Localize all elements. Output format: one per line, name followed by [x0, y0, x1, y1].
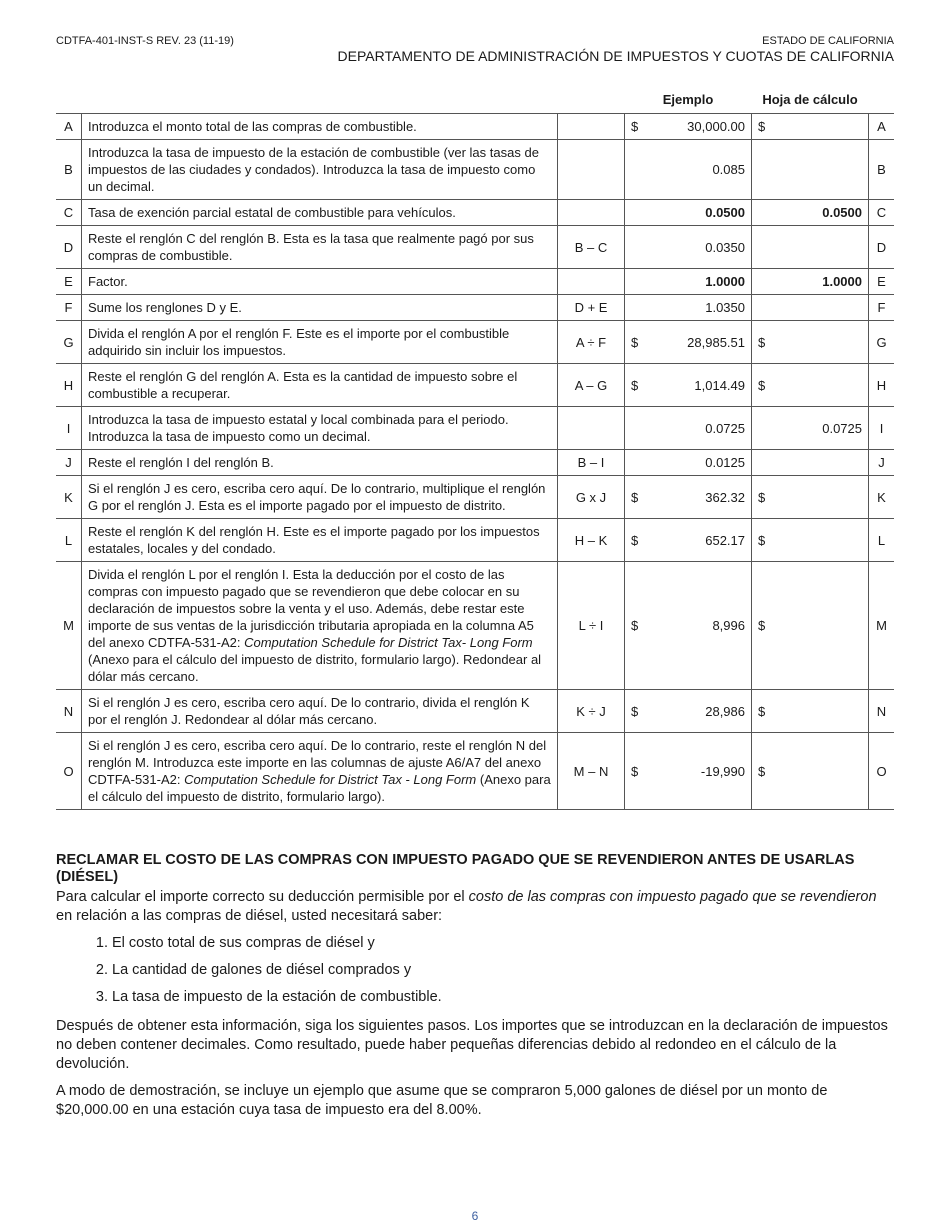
row-formula: H – K — [558, 519, 625, 562]
row-formula — [558, 114, 625, 140]
row-letter: C — [56, 200, 82, 226]
worksheet-currency: $ — [752, 476, 779, 519]
row-description: Divida el renglón L por el renglón I. Esta la deducción por el costo de las compras con impuesto pagado que se revendieron que debe colocar en su declaración de impuestos sobre la venta y el uso. Además, debe restar este importe de sus ventas de la jurisdicción tributaria apropiada en la columna A5 del anexo CDTFA-531-A2: Computation Schedule for District Tax- Long Form (Anexo para el cálculo del impuesto de distrito, formulario largo). Redondear al dólar más cercano. — [82, 562, 558, 690]
list-item: 3. La tasa de impuesto de la estación de combustible. — [112, 988, 894, 1007]
row-letter: L — [56, 519, 82, 562]
example-value: 28,986 — [651, 690, 752, 733]
row-description: Si el renglón J es cero, escriba cero aquí. De lo contrario, reste el renglón N del renglón M. Introduzca este importe en las columnas de ajuste A6/A7 del anexo CDTFA-531-A2: Computation Schedule for District Tax - Long Form (Anexo para el cálculo del impuesto de distrito, formulario largo). — [82, 733, 558, 810]
worksheet-currency — [752, 407, 779, 450]
row-letter-right: L — [869, 519, 895, 562]
row-formula: K ÷ J — [558, 690, 625, 733]
worksheet-currency — [752, 269, 779, 295]
example-value: 0.0500 — [651, 200, 752, 226]
table-row — [56, 269, 894, 295]
example-currency: $ — [625, 562, 652, 690]
example-value: -19,990 — [651, 733, 752, 810]
row-letter-right: G — [869, 321, 895, 364]
row-formula: A – G — [558, 364, 625, 407]
worksheet-value — [778, 519, 869, 562]
row-formula — [558, 269, 625, 295]
worksheet-value — [778, 140, 869, 200]
table-row — [56, 295, 894, 321]
section-paragraph-example: A modo de demostración, se incluye un ejemplo que asume que se compraron 5,000 galones de diésel por un monto de $20,000.00 en una estación cuya tasa de impuesto era del 8.00%. — [56, 1083, 828, 1118]
row-formula: L ÷ I — [558, 562, 625, 690]
example-value: 1.0000 — [651, 269, 752, 295]
example-currency: $ — [625, 476, 652, 519]
row-description: Introduzca la tasa de impuesto de la estación de combustible (ver las tasas de impuestos de las ciudades y condados). Introduzca la tasa de impuesto como un decimal. — [82, 140, 558, 200]
table-row — [56, 407, 894, 450]
example-currency: $ — [625, 364, 652, 407]
row-letter: A — [56, 114, 82, 140]
example-value: 652.17 — [651, 519, 752, 562]
example-currency: $ — [625, 321, 652, 364]
worksheet-currency — [752, 226, 779, 269]
worksheet-value — [778, 476, 869, 519]
row-description: Introduzca el monto total de las compras de combustible. — [82, 114, 558, 140]
col-worksheet-header: Hoja de cálculo — [762, 92, 858, 107]
example-value: 30,000.00 — [651, 114, 752, 140]
row-letter: E — [56, 269, 82, 295]
table-row — [56, 114, 894, 140]
form-id: CDTFA-401-INST-S REV. 23 (11-19) — [56, 35, 234, 47]
department-name: DEPARTAMENTO DE ADMINISTRACIÓN DE IMPUESTOS Y CUOTAS DE CALIFORNIA — [337, 48, 894, 64]
row-letter: I — [56, 407, 82, 450]
row-letter-right: C — [869, 200, 895, 226]
row-letter-right: N — [869, 690, 895, 733]
row-letter-right: A — [869, 114, 895, 140]
worksheet-value — [778, 450, 869, 476]
table-row — [56, 450, 894, 476]
row-formula — [558, 140, 625, 200]
example-currency: $ — [625, 519, 652, 562]
example-value: 0.085 — [651, 140, 752, 200]
row-letter: J — [56, 450, 82, 476]
row-letter-right: M — [869, 562, 895, 690]
row-letter: H — [56, 364, 82, 407]
row-formula: D + E — [558, 295, 625, 321]
worksheet-currency: $ — [752, 519, 779, 562]
example-currency: $ — [625, 114, 652, 140]
worksheet-currency — [752, 140, 779, 200]
row-description: Tasa de exención parcial estatal de combustible para vehículos. — [82, 200, 558, 226]
table-row — [56, 200, 894, 226]
diesel-section — [56, 852, 894, 1128]
row-formula: A ÷ F — [558, 321, 625, 364]
row-letter: F — [56, 295, 82, 321]
example-value: 1,014.49 — [651, 364, 752, 407]
row-formula — [558, 407, 625, 450]
table-row — [56, 140, 894, 200]
requirements-list — [56, 934, 894, 1007]
table-row — [56, 562, 894, 690]
worksheet-value: 0.0500 — [778, 200, 869, 226]
example-currency — [625, 200, 652, 226]
table-row — [56, 476, 894, 519]
worksheet-currency: $ — [752, 733, 779, 810]
worksheet-value — [778, 562, 869, 690]
row-description: Reste el renglón K del renglón H. Este es el importe pagado por los impuestos estatales, locales y del condado. — [82, 519, 558, 562]
worksheet-currency — [752, 200, 779, 226]
list-item: 2. La cantidad de galones de diésel comprados y — [112, 961, 894, 980]
row-description: Reste el renglón G del renglón A. Esta es la cantidad de impuesto sobre el combustible a recuperar. — [82, 364, 558, 407]
row-formula: M – N — [558, 733, 625, 810]
example-currency — [625, 226, 652, 269]
table-row — [56, 321, 894, 364]
worksheet-currency — [752, 295, 779, 321]
worksheet-value: 1.0000 — [778, 269, 869, 295]
row-formula: B – I — [558, 450, 625, 476]
row-formula — [558, 200, 625, 226]
worksheet-value — [778, 114, 869, 140]
worksheet-value: 0.0725 — [778, 407, 869, 450]
row-description: Reste el renglón C del renglón B. Esta es la tasa que realmente pagó por sus compras de combustible. — [82, 226, 558, 269]
example-currency — [625, 269, 652, 295]
worksheet-value — [778, 226, 869, 269]
row-letter: K — [56, 476, 82, 519]
worksheet-currency: $ — [752, 114, 779, 140]
table-row — [56, 519, 894, 562]
row-letter: D — [56, 226, 82, 269]
row-letter-right: H — [869, 364, 895, 407]
row-letter-right: F — [869, 295, 895, 321]
row-description: Factor. — [82, 269, 558, 295]
row-letter-right: I — [869, 407, 895, 450]
example-value: 0.0350 — [651, 226, 752, 269]
table-row — [56, 364, 894, 407]
row-letter: M — [56, 562, 82, 690]
row-description: Si el renglón J es cero, escriba cero aquí. De lo contrario, multiplique el renglón G por el renglón J. Esta es el importe pagado por el impuesto de distrito. — [82, 476, 558, 519]
row-letter-right: E — [869, 269, 895, 295]
row-letter-right: O — [869, 733, 895, 810]
worksheet-value — [778, 364, 869, 407]
example-currency: $ — [625, 690, 652, 733]
row-description: Reste el renglón I del renglón B. — [82, 450, 558, 476]
row-letter: B — [56, 140, 82, 200]
example-currency — [625, 140, 652, 200]
example-value: 0.0725 — [651, 407, 752, 450]
row-formula: G x J — [558, 476, 625, 519]
example-value: 8,996 — [651, 562, 752, 690]
worksheet-currency: $ — [752, 364, 779, 407]
table-row — [56, 733, 894, 810]
table-row — [56, 226, 894, 269]
worksheet-currency — [752, 450, 779, 476]
table-row — [56, 690, 894, 733]
example-value: 28,985.51 — [651, 321, 752, 364]
col-example-header: Ejemplo — [662, 92, 714, 107]
section-heading: RECLAMAR EL COSTO DE LAS COMPRAS CON IMPUESTO PAGADO QUE SE REVENDIERON ANTES DE USARLAS (DIÉSEL) — [56, 852, 855, 885]
row-letter: G — [56, 321, 82, 364]
example-currency — [625, 407, 652, 450]
row-letter: N — [56, 690, 82, 733]
worksheet-currency: $ — [752, 321, 779, 364]
example-value: 0.0125 — [651, 450, 752, 476]
example-currency — [625, 450, 652, 476]
worksheet-value — [778, 690, 869, 733]
row-letter-right: D — [869, 226, 895, 269]
row-description: Divida el renglón A por el renglón F. Este es el importe por el combustible adquirido sin incluir los impuestos. — [82, 321, 558, 364]
example-currency — [625, 295, 652, 321]
worksheet-currency: $ — [752, 562, 779, 690]
row-formula: B – C — [558, 226, 625, 269]
row-description: Si el renglón J es cero, escriba cero aquí. De lo contrario, divida el renglón K por el renglón J. Redondear al dólar más cercano. — [82, 690, 558, 733]
section-intro: Para calcular el importe correcto su deducción permisible por el costo de las compras con impuesto pagado que se revendieron en relación a las compras de diésel, usted necesitará saber: — [56, 889, 877, 924]
worksheet-value — [778, 733, 869, 810]
example-value: 362.32 — [651, 476, 752, 519]
row-letter: O — [56, 733, 82, 810]
example-currency: $ — [625, 733, 652, 810]
worksheet-table — [56, 88, 894, 810]
worksheet-value — [778, 321, 869, 364]
section-paragraph-steps: Después de obtener esta información, siga los siguientes pasos. Los importes que se introduzcan en la declaración de impuestos no deben contener decimales. Como resultado, puede haber pequeñas diferencias debido al redondeo en el cálculo de la devolución. — [56, 1018, 888, 1072]
page-number: 6 — [471, 1209, 479, 1223]
state-name: ESTADO DE CALIFORNIA — [762, 35, 894, 47]
row-letter-right: K — [869, 476, 895, 519]
row-description: Sume los renglones D y E. — [82, 295, 558, 321]
worksheet-value — [778, 295, 869, 321]
row-letter-right: J — [869, 450, 895, 476]
row-letter-right: B — [869, 140, 895, 200]
table-header-row — [56, 88, 894, 114]
row-description: Introduzca la tasa de impuesto estatal y local combinada para el periodo. Introduzca la tasa de impuesto como un decimal. — [82, 407, 558, 450]
worksheet-currency: $ — [752, 690, 779, 733]
list-item: 1. El costo total de sus compras de diésel y — [112, 934, 894, 953]
example-value: 1.0350 — [651, 295, 752, 321]
